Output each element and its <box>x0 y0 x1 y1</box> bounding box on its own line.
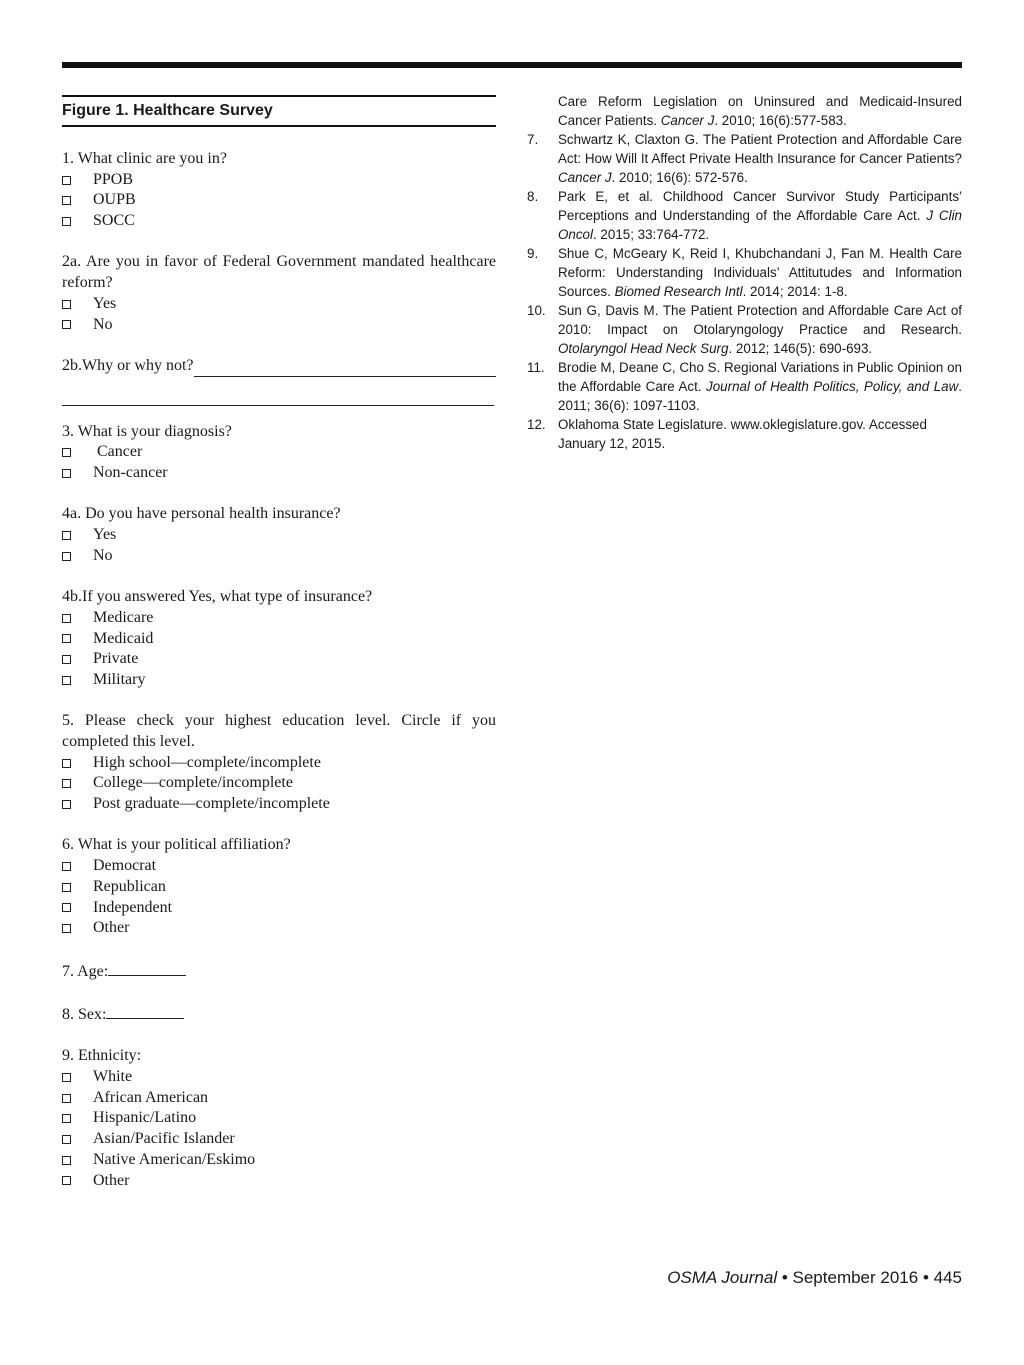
option-label: Non-cancer <box>93 464 168 482</box>
option-label: Yes <box>93 526 117 544</box>
option-label: PPOB <box>93 170 134 188</box>
question-text: 5. Please check your highest education level. Circle if you completed this level. <box>62 712 496 750</box>
option-label: Other <box>93 1171 130 1189</box>
checkbox-icon[interactable] <box>62 531 71 540</box>
checkbox-icon[interactable] <box>62 903 71 912</box>
checkbox-icon[interactable] <box>62 676 71 685</box>
option-no[interactable] <box>62 546 496 567</box>
checkbox-icon[interactable] <box>62 614 71 623</box>
sex-field[interactable] <box>106 1003 184 1019</box>
option-private[interactable] <box>62 649 496 670</box>
reference-number: 9. <box>527 246 539 261</box>
option-yes[interactable] <box>62 294 496 315</box>
option-hispanic-latino[interactable] <box>62 1108 496 1129</box>
question-text: 3. What is your diagnosis? <box>62 422 232 440</box>
question-5 <box>62 711 496 814</box>
option-yes[interactable] <box>62 525 496 546</box>
reference-journal: Journal of Health Politics, Policy, and Law <box>706 379 959 394</box>
option-label: Private <box>93 650 139 668</box>
question-9 <box>62 1046 496 1191</box>
journal-name: OSMA Journal <box>667 1268 778 1287</box>
reference-citation: . 2011; 36(6): 1097-1103. <box>558 379 962 413</box>
option-white[interactable] <box>62 1067 496 1088</box>
option-college[interactable] <box>62 773 496 794</box>
option-label: Post graduate—complete/incomplete <box>93 795 330 813</box>
option-label: Asian/Pacific Islander <box>93 1130 235 1148</box>
reference-8 <box>527 187 962 244</box>
option-label: Military <box>93 670 146 688</box>
reference-number: 7. <box>527 132 539 147</box>
option-label: No <box>93 315 113 333</box>
option-label: Other <box>93 919 130 937</box>
checkbox-icon[interactable] <box>62 196 71 205</box>
footer-separator-2: • <box>918 1268 934 1287</box>
survey-form <box>62 149 496 1191</box>
option-native-american-eskimo[interactable] <box>62 1150 496 1171</box>
reference-text: Schwartz K, Claxton G. The Patient Protection and Affordable Care Act: How Will It Affect Private Health Insurance for Cancer Patients? <box>558 132 962 166</box>
footer-separator: • <box>777 1268 793 1287</box>
question-text: 6. What is your political affiliation? <box>62 836 291 854</box>
question-3 <box>62 422 496 484</box>
question-text: 1. What clinic are you in? <box>62 150 227 167</box>
question-4a <box>62 504 496 566</box>
checkbox-icon[interactable] <box>62 552 71 561</box>
reference-10 <box>527 301 962 358</box>
checkbox-icon[interactable] <box>62 1073 71 1082</box>
option-african-american[interactable] <box>62 1088 496 1109</box>
checkbox-icon[interactable] <box>62 1114 71 1123</box>
reference-text: Oklahoma State Legislature. www.oklegislature.gov. Accessed January 12, 2015. <box>558 417 927 451</box>
checkbox-icon[interactable] <box>62 883 71 892</box>
checkbox-icon[interactable] <box>62 217 71 226</box>
reference-number: 12. <box>527 417 546 432</box>
header-rule <box>62 62 962 68</box>
option-label: Hispanic/Latino <box>93 1109 197 1127</box>
question-4b <box>62 587 496 690</box>
option-ppob[interactable] <box>62 170 496 191</box>
option-label: African American <box>93 1088 209 1106</box>
checkbox-icon[interactable] <box>62 1135 71 1144</box>
option-label: Native American/Eskimo <box>93 1150 256 1168</box>
option-label: OUPB <box>93 191 136 209</box>
option-label: Democrat <box>93 857 157 875</box>
reference-7 <box>527 130 962 187</box>
page-number: 445 <box>933 1268 962 1287</box>
reference-12 <box>527 415 962 453</box>
option-non-cancer[interactable] <box>62 463 496 484</box>
reference-journal: Cancer J <box>660 113 715 128</box>
checkbox-icon[interactable] <box>62 1156 71 1165</box>
question-text: 8. Sex: <box>62 1005 107 1023</box>
checkbox-icon[interactable] <box>62 320 71 329</box>
option-label: Medicare <box>93 608 154 626</box>
option-other[interactable] <box>62 918 496 939</box>
checkbox-icon[interactable] <box>62 634 71 643</box>
checkbox-icon[interactable] <box>62 1094 71 1103</box>
question-2a <box>62 252 496 335</box>
checkbox-icon[interactable] <box>62 862 71 871</box>
option-label: SOCC <box>93 212 135 230</box>
checkbox-icon[interactable] <box>62 759 71 768</box>
reference-6-continued <box>527 92 962 130</box>
question-text: 2b.Why or why not? <box>62 356 194 374</box>
answer-line-2[interactable] <box>62 385 494 406</box>
figure-rule-bottom <box>62 125 496 127</box>
question-text: 2a. Are you in favor of Federal Government mandated healthcare reform? <box>62 253 496 292</box>
reference-text: Park E, et al. Childhood Cancer Survivor Study Participants’ Perceptions and Understanding of the Affordable Care Act. <box>558 189 962 223</box>
age-field[interactable] <box>108 960 186 976</box>
question-text: 4b.If you answered Yes, what type of insurance? <box>62 588 373 606</box>
option-military[interactable] <box>62 670 496 691</box>
option-label: Republican <box>93 877 166 895</box>
checkbox-icon[interactable] <box>62 655 71 664</box>
checkbox-icon[interactable] <box>62 176 71 185</box>
option-asian-pacific-islander[interactable] <box>62 1129 496 1150</box>
option-medicare[interactable] <box>62 608 496 629</box>
checkbox-icon[interactable] <box>62 448 71 457</box>
reference-journal: J Clin Oncol <box>558 208 962 242</box>
issue-date: September 2016 <box>792 1268 919 1287</box>
option-independent[interactable] <box>62 898 496 919</box>
question-text: 9. Ethnicity: <box>62 1047 142 1065</box>
option-socc[interactable] <box>62 211 496 232</box>
reference-citation: . 2015; 33:764-772. <box>592 227 710 242</box>
reference-citation: . 2010; 16(6):577-583. <box>714 113 847 128</box>
option-democrat[interactable] <box>62 856 496 877</box>
question-7 <box>62 960 496 983</box>
option-label: No <box>93 546 113 564</box>
checkbox-icon[interactable] <box>62 779 71 788</box>
option-republican[interactable] <box>62 877 496 898</box>
reference-number: 8. <box>527 189 539 204</box>
question-text: 4a. Do you have personal health insurance? <box>62 505 341 523</box>
option-label: Cancer <box>97 443 143 461</box>
option-oupb[interactable] <box>62 190 496 211</box>
reference-text: Care Reform Legislation on Uninsured and Medicaid-Insured Cancer Patients. <box>558 94 962 128</box>
checkbox-icon[interactable] <box>62 1176 71 1185</box>
figure-title: Figure 1. Healthcare Survey <box>62 102 273 119</box>
reference-text: Shue C, McGeary K, Reid I, Khubchandani J, Fan M. Health Care Reform: Understanding Individuals’ Attitutudes and Information Sources. <box>558 246 962 299</box>
reference-number: 11. <box>527 360 545 375</box>
option-other[interactable] <box>62 1171 496 1192</box>
reference-journal: Biomed Research Intl <box>614 284 743 299</box>
option-label: White <box>93 1068 133 1086</box>
option-cancer[interactable] <box>62 442 496 463</box>
option-label: Yes <box>93 294 117 312</box>
reference-citation: . 2010; 16(6): 572-576. <box>611 170 748 185</box>
references-column <box>527 92 962 453</box>
option-label: Independent <box>93 898 173 916</box>
option-label: Medicaid <box>93 629 154 647</box>
option-post-graduate[interactable] <box>62 794 496 815</box>
checkbox-icon[interactable] <box>62 800 71 809</box>
survey-column <box>62 95 496 1212</box>
question-6 <box>62 835 496 938</box>
question-1 <box>62 149 496 232</box>
checkbox-icon[interactable] <box>62 924 71 933</box>
reference-text: Brodie M, Deane C, Cho S. Regional Variations in Public Opinion on the Affordable Care Act. <box>558 360 962 394</box>
reference-citation: . 2014; 2014: 1-8. <box>742 284 848 299</box>
reference-text: Sun G, Davis M. The Patient Protection and Affordable Care Act of 2010: Impact on Otolaryngology Practice and Research. <box>558 303 962 337</box>
reference-journal: Otolaryngol Head Neck Surg <box>558 341 729 356</box>
checkbox-icon[interactable] <box>62 469 71 478</box>
reference-11 <box>527 358 962 415</box>
reference-journal: Cancer J <box>558 170 612 185</box>
option-label: High school—complete/incomplete <box>93 753 321 771</box>
answer-line[interactable] <box>194 361 496 377</box>
reference-number: 10. <box>527 303 546 318</box>
question-8 <box>62 1003 496 1026</box>
question-text: 7. Age: <box>62 962 109 980</box>
option-no[interactable] <box>62 315 496 336</box>
page-footer <box>667 1268 962 1288</box>
question-2b <box>62 356 496 406</box>
checkbox-icon[interactable] <box>62 300 71 309</box>
option-medicaid[interactable] <box>62 629 496 650</box>
reference-citation: . 2012; 146(5): 690-693. <box>728 341 873 356</box>
reference-9 <box>527 244 962 301</box>
option-label: College—complete/incomplete <box>93 774 293 792</box>
option-high-school[interactable] <box>62 753 496 774</box>
